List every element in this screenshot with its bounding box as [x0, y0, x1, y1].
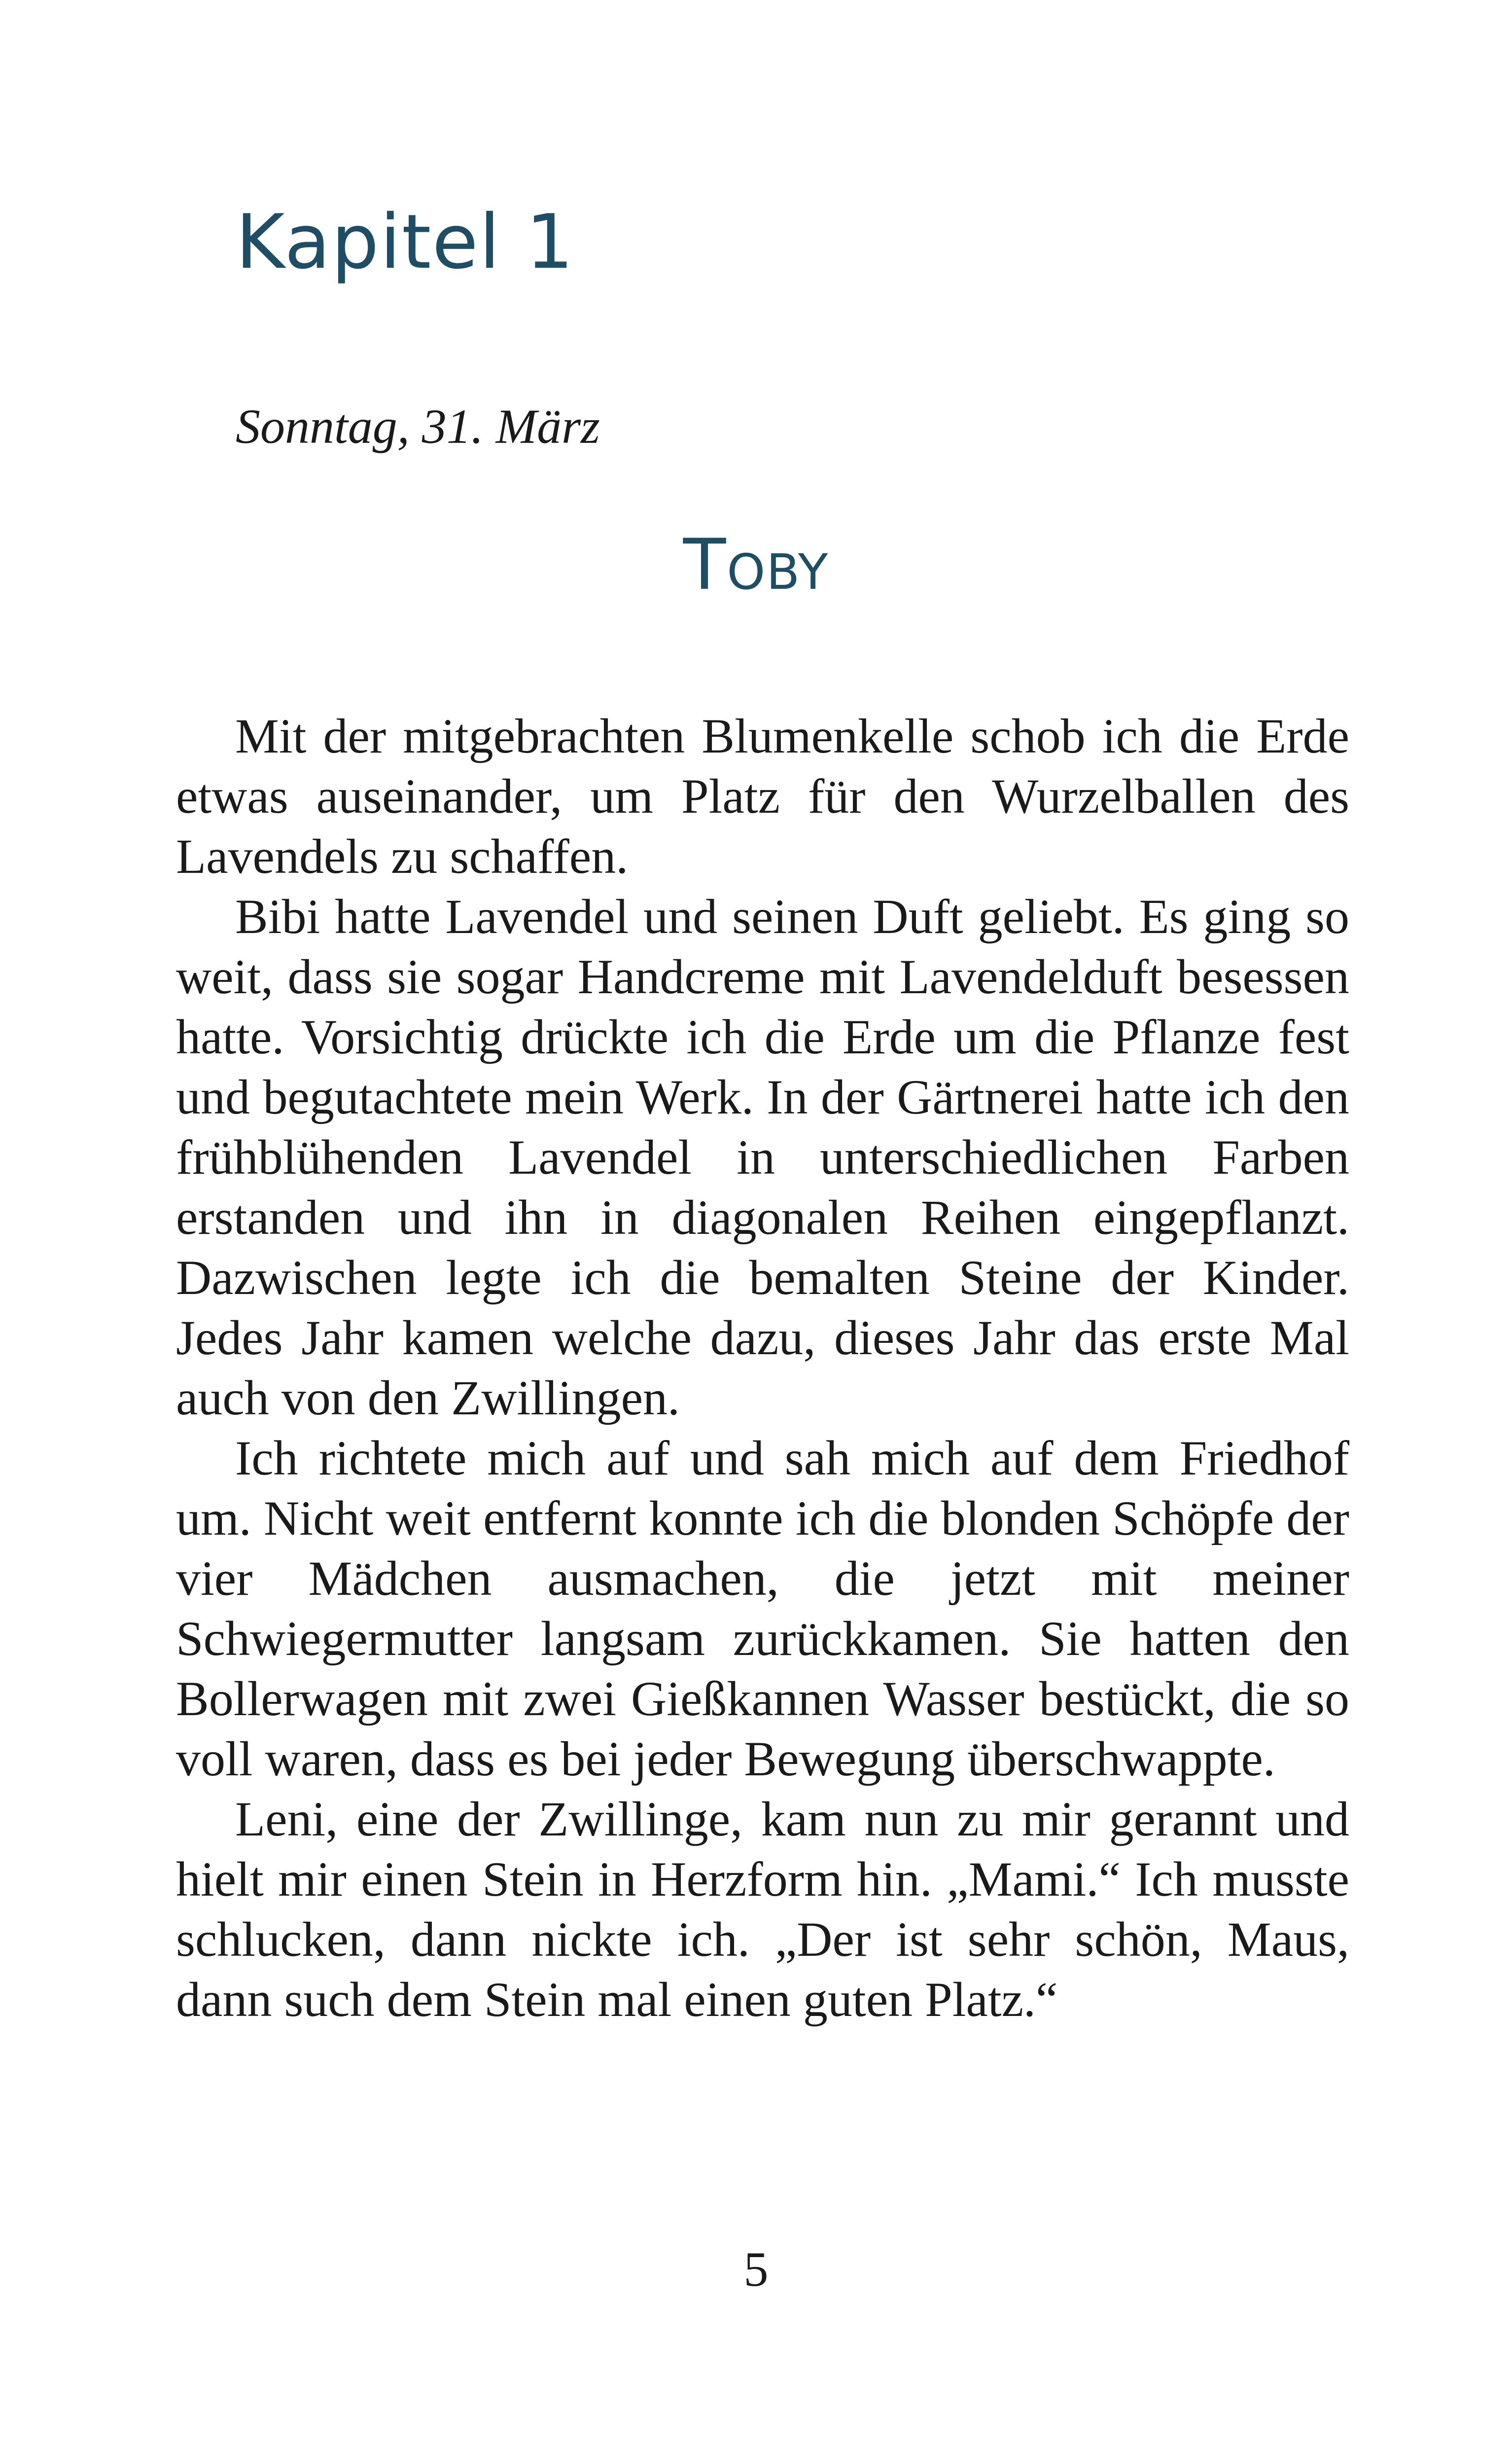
- paragraph-1: Mit der mitgebrachten Blumenkelle schob ich die Erde etwas auseinander, um Platz für den Wurzelballen des Lavendels zu schaffen.: [176, 709, 1349, 884]
- pov-heading: Toby: [683, 524, 829, 606]
- paragraph-3: Ich richtete mich auf und sah mich auf dem Friedhof um. Nicht weit entfernt konnte ich die blonden Schöpfe der vier Mädchen ausmachen, die jetzt mit meiner Schwiegermutter langsam zurückkamen. Sie hatten den Bollerwagen mit zwei Gießkannen Wasser bestückt, die so voll waren, dass es bei jeder Bewegung überschwappte.: [176, 1431, 1349, 1786]
- chapter-title: Kapitel 1: [236, 198, 575, 286]
- chapter-body: [176, 706, 1349, 2030]
- paragraph-4: Leni, eine der Zwillinge, kam nun zu mir gerannt und hielt mir einen Stein in Herzform hin. „Mami.“ Ich musste schlucken, dann nickte ich. „Der ist sehr schön, Maus, dann such dem Stein mal einen guten Platz.“: [176, 1792, 1349, 2027]
- chapter-date: Sonntag, 31. März: [236, 399, 600, 454]
- page-number: 5: [743, 2242, 769, 2297]
- paragraph-2: Bibi hatte Lavendel und seinen Duft geliebt. Es ging so weit, dass sie sogar Handcreme mit Lavendelduft besessen hatte. Vorsichtig drückte ich die Erde um die Pflanze fest und begutachtete mein Werk. In der Gärtnerei hatte ich den frühblühenden Lavendel in unterschiedlichen Farben erstanden und ihn in diagonalen Reihen eingepflanzt. Dazwischen legte ich die bemalten Steine der Kinder. Jedes Jahr kamen welche dazu, dieses Jahr das erste Mal auch von den Zwillingen.: [176, 889, 1349, 1425]
